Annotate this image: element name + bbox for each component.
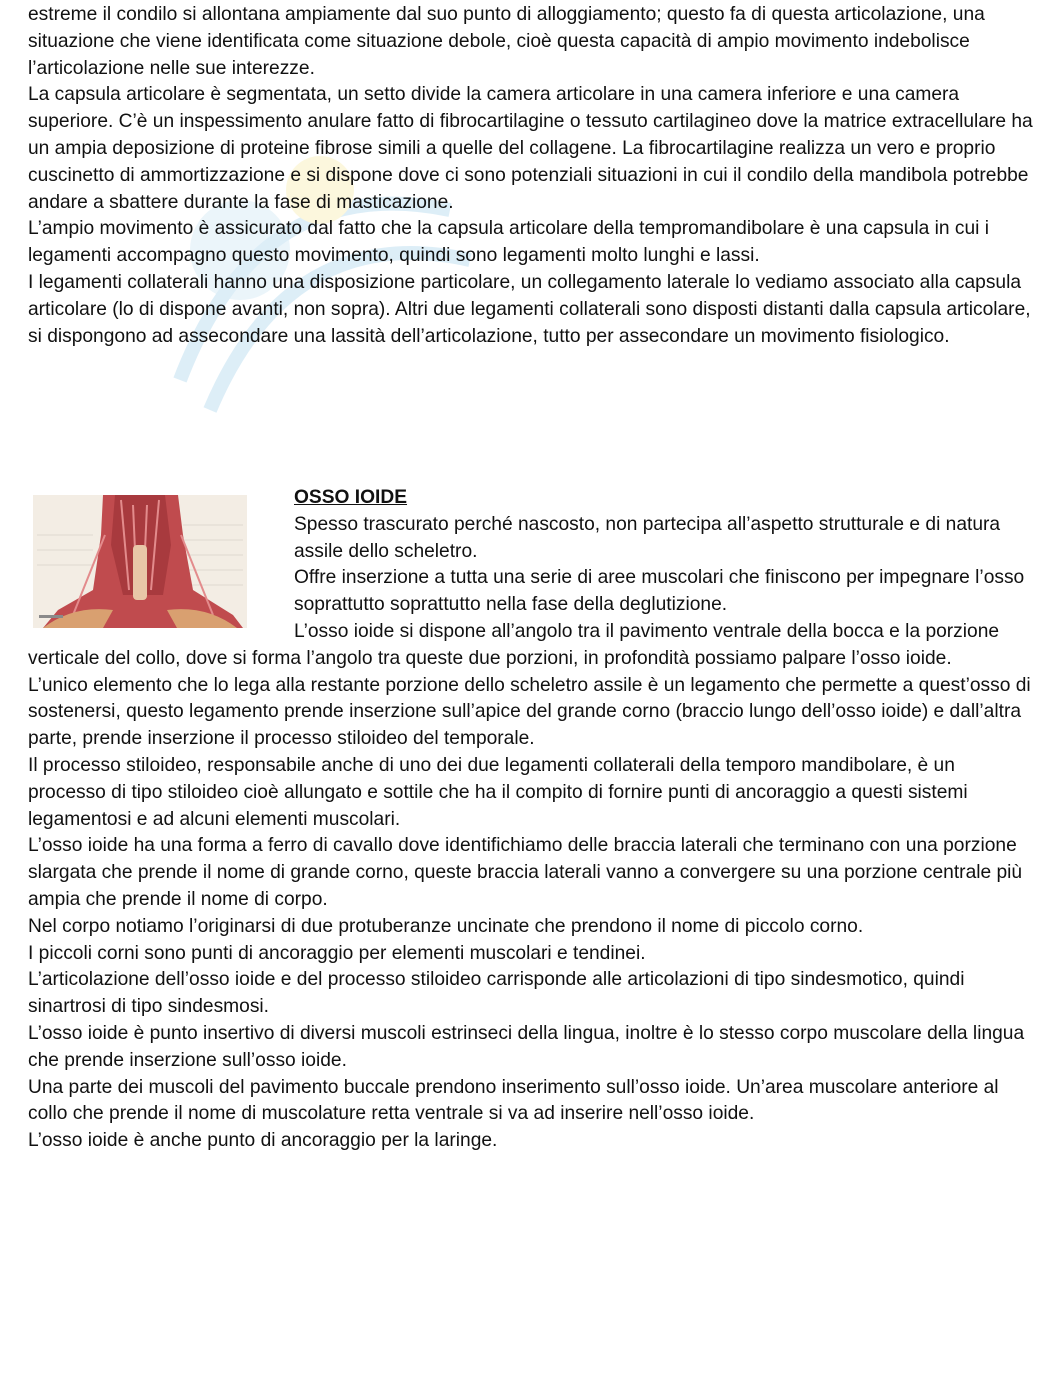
osso-ioide-section — [28, 485, 1038, 1155]
paragraph: I legamenti collaterali hanno una disposizione particolare, un collegamento laterale lo vediamo associato alla capsula articolare (lo di dispone avanti, non sopra). Altri due legamenti collaterali sono disposti distanti dalla capsula articolare, si dispongono ad assecondare una lassità dell’articolazione, tutto per assecondare un movimento fisiologico. — [28, 271, 1031, 347]
neck-muscles-figure — [33, 495, 247, 628]
paragraph: L’osso ioide è anche punto di ancoraggio per la laringe. — [28, 1130, 498, 1152]
paragraph: L’unico elemento che lo lega alla restante porzione dello scheletro assile è un legamento che permette a quest’osso di sostenersi, questo legamento prende inserzione sull’apice del grande corno (braccio lungo dell’osso ioide) e dall’altra parte, prende inserzione il processo stiloideo del temporale. — [28, 674, 1031, 750]
section-title: OSSO IOIDE — [294, 487, 408, 508]
neck-muscles-icon — [33, 495, 247, 628]
paragraph: Offre inserzione a tutta una serie di aree muscolari che finiscono per impegnare l’osso soprattutto soprattutto nella fase della deglutizione. — [294, 567, 1025, 616]
paragraph: I piccoli corni sono punti di ancoraggio per elementi muscolari e tendinei. — [28, 942, 646, 964]
paragraph: Spesso trascurato perché nascosto, non partecipa all’aspetto strutturale e di natura assile dello scheletro. — [294, 513, 1001, 562]
paragraph: L’ampio movimento è assicurato dal fatto che la capsula articolare della tempromandibolare è una capsula in cui i legamenti accompagno questo movimento, quindi sono legamenti molto lunghi e lassi. — [28, 218, 989, 267]
paragraph: Una parte dei muscoli del pavimento buccale prendono inserimento sull’osso ioide. Un’area muscolare anteriore al collo che prende il nome di muscolature retta ventrale si va ad inserire nell’osso ioide. — [28, 1076, 999, 1125]
paragraph: L’articolazione dell’osso ioide e del processo stiloideo carrisponde alle articolazioni di tipo sindesmotico, quindi sinartrosi di tipo sindesmosi. — [28, 969, 965, 1018]
paragraph: L’osso ioide si dispone all’angolo tra il pavimento ventrale della bocca e la porzione verticale del collo, dove si forma l’angolo tra queste due porzioni, in profondità possiamo palpare l’osso ioide. — [28, 620, 1000, 669]
paragraph: La capsula articolare è segmentata, un setto divide la camera articolare in una camera inferiore e una camera superiore. C’è un inspessimento anulare fatto di fibrocartilagine o tessuto cartilagineo dove la matrice extracellulare ha un ampia deposizione di proteine fibrose simili a quelle del collagene. La fibrocartilagine realizza un vero e proprio cuscinetto di ammortizzazione e si dispone dove ci sono potenziali situazioni in cui il condilo della mandibola potrebbe andare a sbattere durante la fase di masticazione. — [28, 84, 1033, 213]
paragraph: L’osso ioide è punto insertivo di diversi muscoli estrinseci della lingua, inoltre è lo stesso corpo muscolare della lingua che prende inserzione sull’osso ioide. — [28, 1022, 1025, 1071]
paragraph: L’osso ioide ha una forma a ferro di cavallo dove identifichiamo delle braccia laterali che terminano con una porzione slargata che prende il nome di grande corno, queste braccia laterali vanno a convergere su una porzione centrale più ampia che prende il nome di corpo. — [28, 835, 1023, 910]
paragraph: estreme il condilo si allontana ampiamente dal suo punto di alloggiamento; questo fa di questa articolazione, una situazione che viene identificata come situazione debole, cioè questa capacità di ampio movimento indebolisce l’articolazione nelle sue interezze. — [28, 4, 985, 79]
paragraph: Il processo stiloideo, responsabile anche di uno dei due legamenti collaterali della temporo mandibolare, è un processo di tipo stiloideo cioè allungato e sottile che ha il compito di fornire punti di ancoraggio a questi sistemi legamentosi e ad alcuni elementi muscolari. — [28, 754, 968, 830]
intro-text — [28, 2, 1038, 350]
paragraph: Nel corpo notiamo l’originarsi di due protuberanze uncinate che prendono il nome di piccolo corno. — [28, 915, 864, 937]
